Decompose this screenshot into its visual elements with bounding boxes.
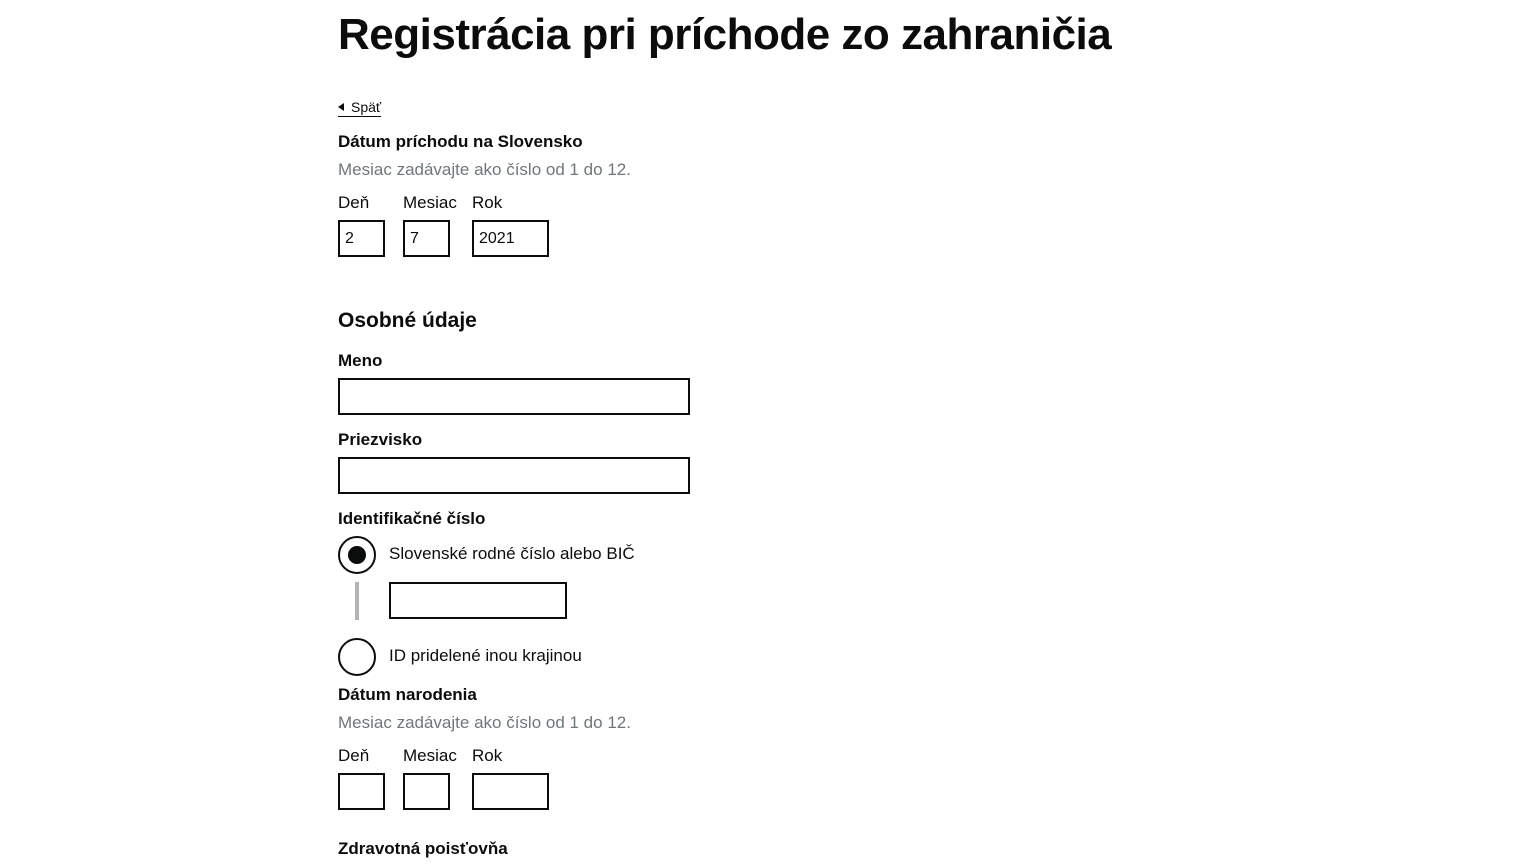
personal-data-heading: Osobné údaje (338, 309, 477, 332)
radio-foreign-id-label[interactable]: ID pridelené inou krajinou (389, 646, 582, 665)
back-link[interactable] (338, 99, 381, 117)
first-name-input[interactable] (338, 378, 690, 415)
insurance-label: Zdravotná poisťovňa (338, 839, 508, 858)
radio-slovak-id[interactable] (338, 536, 376, 574)
slovak-id-input[interactable] (389, 582, 567, 619)
arrival-date-hint: Mesiac zadávajte ako číslo od 1 do 12. (338, 160, 631, 179)
birth-date-label: Dátum narodenia (338, 685, 477, 704)
birth-year-input[interactable] (472, 773, 549, 810)
birth-month-label: Mesiac (403, 746, 457, 765)
identification-label: Identifikačné číslo (338, 509, 486, 528)
first-name-label: Meno (338, 351, 383, 370)
page-title: Registrácia pri príchode zo zahraničia (338, 10, 1112, 59)
arrival-month-label: Mesiac (403, 193, 457, 212)
arrival-day-label: Deň (338, 193, 370, 212)
birth-month-input[interactable] (403, 773, 450, 810)
arrival-date-label: Dátum príchodu na Slovensko (338, 132, 583, 151)
birth-year-label: Rok (472, 746, 503, 765)
radio-foreign-id[interactable] (338, 638, 376, 676)
back-triangle-icon (338, 103, 344, 111)
radio-selected-dot (348, 546, 366, 564)
radio-slovak-id-label[interactable]: Slovenské rodné číslo alebo BIČ (389, 544, 635, 563)
last-name-label: Priezvisko (338, 430, 423, 449)
arrival-day-input[interactable] (338, 220, 385, 257)
conditional-reveal-bar (355, 582, 359, 620)
arrival-year-input[interactable] (472, 220, 549, 257)
arrival-year-label: Rok (472, 193, 503, 212)
birth-date-hint: Mesiac zadávajte ako číslo od 1 do 12. (338, 713, 631, 732)
birth-day-label: Deň (338, 746, 370, 765)
last-name-input[interactable] (338, 457, 690, 494)
arrival-month-input[interactable] (403, 220, 450, 257)
back-link-label: Späť (351, 99, 382, 115)
birth-day-input[interactable] (338, 773, 385, 810)
